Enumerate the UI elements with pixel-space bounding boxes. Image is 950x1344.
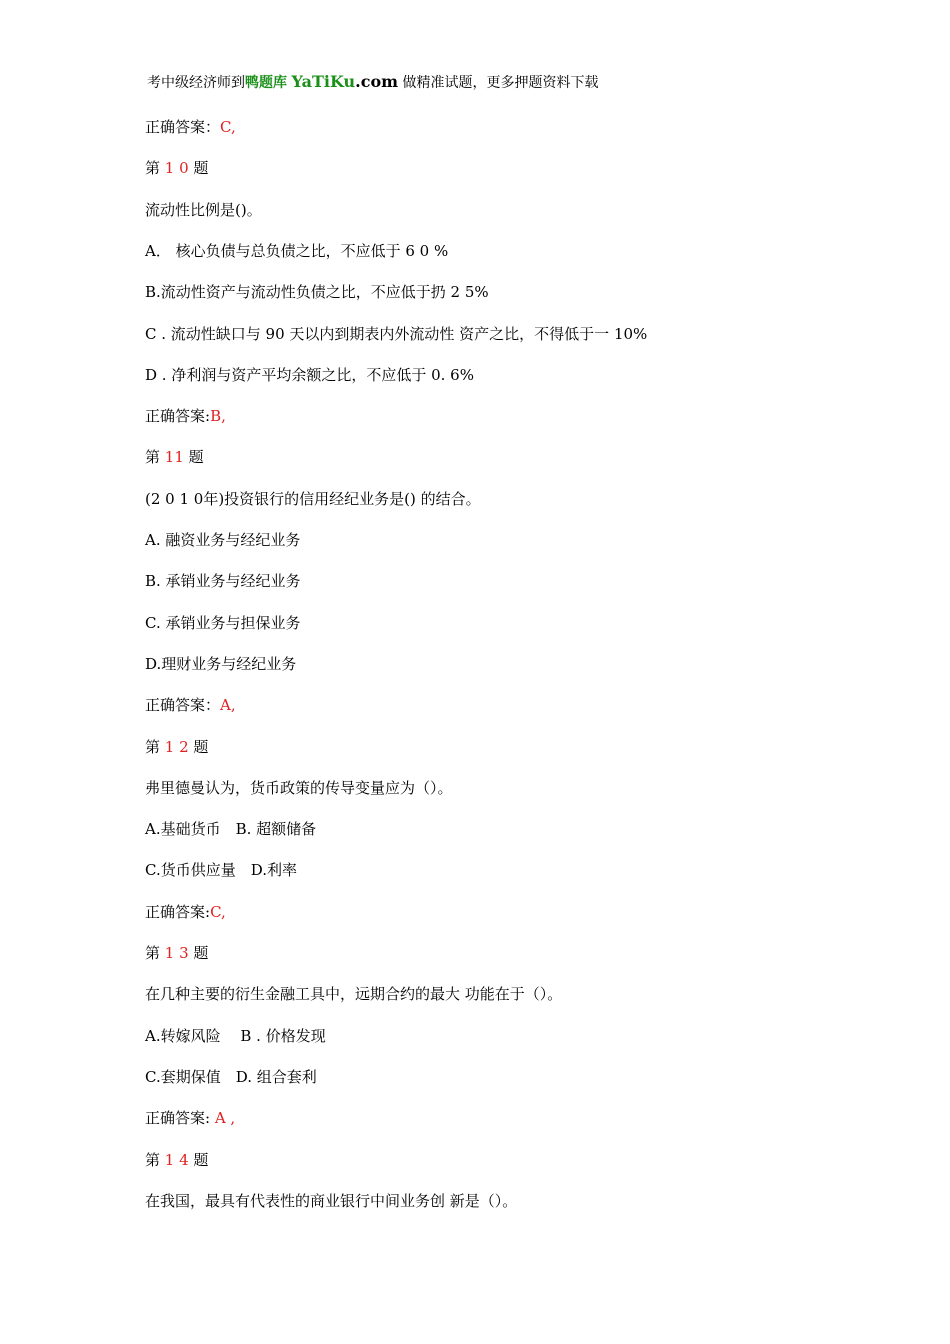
line-text: 在我国，最具有代表性的商业银行中间业务创 新是（）。 bbox=[145, 1192, 518, 1210]
line-text: 第 bbox=[145, 448, 165, 466]
line-text: 流动性比例是()。 bbox=[145, 201, 262, 219]
line-text: 第 bbox=[145, 944, 165, 962]
text-line bbox=[145, 406, 226, 426]
text-line bbox=[145, 654, 296, 674]
text-line bbox=[145, 200, 262, 220]
line-text: C.套期保值 D. 组合套利 bbox=[145, 1068, 317, 1086]
line-text: 第 bbox=[145, 159, 165, 177]
line-text: A. 融资业务与经纪业务 bbox=[145, 531, 301, 549]
line-text-suffix: 题 bbox=[183, 448, 204, 466]
text-line bbox=[145, 158, 208, 178]
highlight-text: B, bbox=[210, 407, 226, 425]
line-text-suffix: 题 bbox=[188, 944, 209, 962]
line-text: 第 bbox=[145, 1151, 165, 1169]
line-text: A． 核心负债与总负债之比，不应低于 6 0 % bbox=[145, 242, 449, 260]
line-text: A.基础货币 B. 超额储备 bbox=[145, 820, 317, 838]
text-line bbox=[145, 860, 297, 880]
text-line bbox=[145, 1108, 235, 1128]
line-text: (2 0 1 0年)投资银行的信用经纪业务是() 的结合。 bbox=[145, 490, 481, 508]
highlight-text: A, bbox=[220, 696, 236, 714]
highlight-text: 1 2 bbox=[164, 738, 189, 756]
text-line bbox=[145, 447, 204, 467]
text-line bbox=[145, 1067, 317, 1087]
text-line bbox=[145, 324, 647, 344]
text-line bbox=[145, 778, 453, 798]
line-text: D . 净利润与资产平均余额之比，不应低于 0. 6% bbox=[145, 366, 474, 384]
text-line bbox=[145, 241, 448, 261]
line-text: B.流动性资产与流动性负债之比，不应低于扔 2 5% bbox=[145, 283, 489, 301]
text-line bbox=[145, 984, 562, 1004]
text-line bbox=[145, 1026, 326, 1046]
text-line bbox=[145, 282, 489, 302]
brand-name-cn: 鸭题库 bbox=[245, 75, 287, 91]
line-text: 正确答案: bbox=[145, 407, 211, 425]
text-line bbox=[145, 365, 474, 385]
line-text-suffix: 题 bbox=[188, 159, 209, 177]
brand-name-en: YaTiKu bbox=[291, 72, 356, 91]
text-line bbox=[145, 943, 208, 963]
line-text: 在几种主要的衍生金融工具中，远期合约的最大 功能在于（）。 bbox=[145, 985, 563, 1003]
text-line bbox=[145, 819, 316, 839]
line-text: 正确答案： bbox=[145, 696, 221, 714]
text-line bbox=[145, 613, 300, 633]
line-text: 第 bbox=[145, 738, 165, 756]
line-text-suffix: 题 bbox=[188, 1151, 209, 1169]
highlight-text: 1 3 bbox=[164, 944, 189, 962]
highlight-text: C, bbox=[220, 118, 236, 136]
line-text: C . 流动性缺口与 90 天以内到期表内外流动性 资产之比，不得低于一 10% bbox=[145, 325, 648, 343]
highlight-text: 11 bbox=[164, 448, 184, 466]
line-text: 弗里德曼认为，货币政策的传导变量应为（）。 bbox=[145, 779, 453, 797]
text-line bbox=[145, 737, 208, 757]
line-text: A.转嫁风险 B . 价格发现 bbox=[145, 1027, 326, 1045]
highlight-text: A , bbox=[210, 1109, 236, 1127]
line-text-suffix: 题 bbox=[188, 738, 209, 756]
text-line bbox=[145, 117, 236, 137]
line-text: 正确答案: bbox=[145, 1109, 211, 1127]
text-line bbox=[145, 1150, 208, 1170]
text-line bbox=[145, 489, 481, 509]
line-text: D.理财业务与经纪业务 bbox=[145, 655, 297, 673]
text-line bbox=[145, 695, 236, 715]
header-prefix: 考中级经济师到 bbox=[147, 75, 245, 91]
line-text: B. 承销业务与经纪业务 bbox=[145, 572, 301, 590]
highlight-text: 1 0 bbox=[164, 159, 189, 177]
line-text: C. 承销业务与担保业务 bbox=[145, 614, 301, 632]
highlight-text: 1 4 bbox=[164, 1151, 189, 1169]
highlight-text: C, bbox=[210, 903, 226, 921]
text-line bbox=[145, 571, 301, 591]
text-line bbox=[145, 1191, 517, 1211]
line-text: 正确答案: bbox=[145, 903, 211, 921]
line-text: C.货币供应量 D.利率 bbox=[145, 861, 297, 879]
text-line bbox=[145, 530, 300, 550]
header-suffix: 做精准试题，更多押题资料下载 bbox=[402, 75, 599, 91]
line-text: 正确答案： bbox=[145, 118, 221, 136]
text-line bbox=[145, 902, 226, 922]
page-header bbox=[147, 72, 599, 92]
brand-domain: .com bbox=[355, 72, 399, 91]
